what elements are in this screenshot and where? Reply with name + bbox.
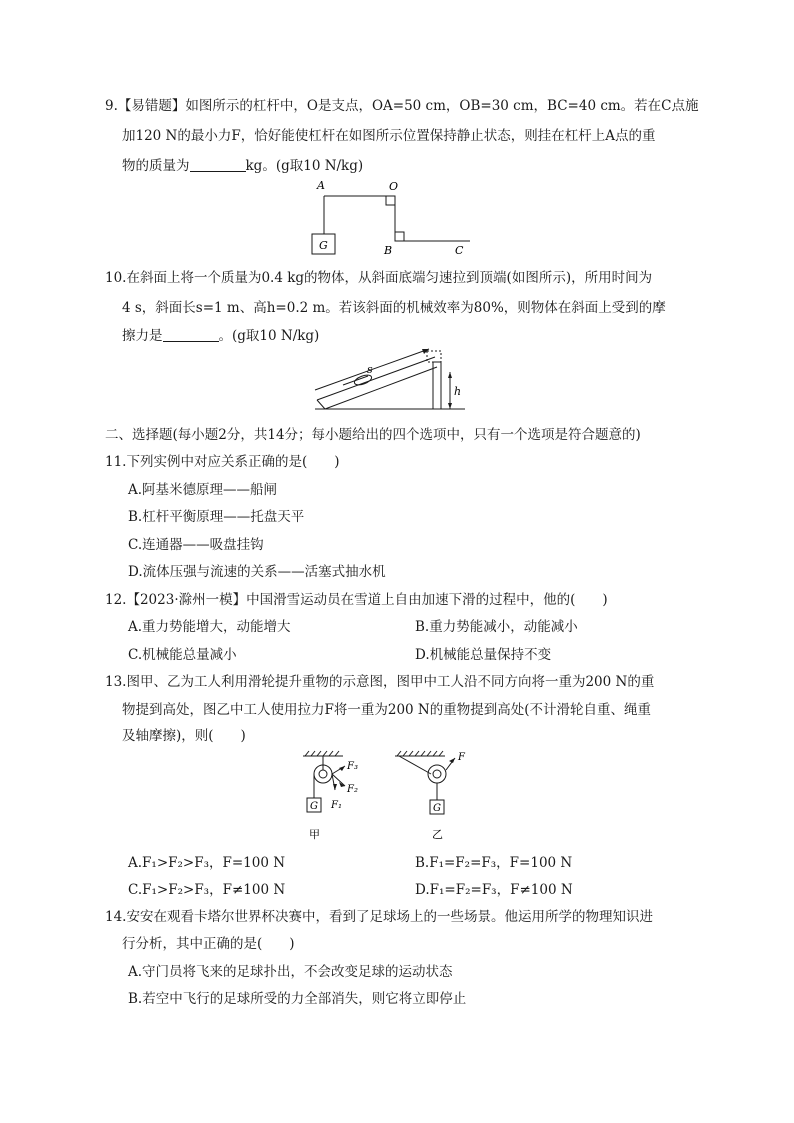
q10-line-3	[122, 326, 319, 346]
label-F3: F₃	[347, 761, 358, 772]
section-2-heading: 二、选择题(每小题2分，共14分；每小题给出的四个选项中，只有一个选项是符合题意的)	[105, 427, 641, 443]
lever-figure	[300, 176, 480, 258]
label-G: G	[319, 239, 328, 252]
q10-line-1: 10.在斜面上将一个质量为0.4 kg的物体，从斜面底端匀速拉到顶端(如图所示)，所用时间为	[105, 270, 653, 286]
q9-line-1: 9.【易错题】如图所示的杠杆中，O是支点，OA=50 cm，OB=30 cm，BC=40 cm。若在C点施	[105, 98, 699, 114]
q12-stem: 12.【2023·滁州一模】中国滑雪运动员在雪道上自由加速下滑的过程中，他的( )	[105, 592, 608, 608]
q12-option-c[interactable]: C.机械能总量减小	[128, 647, 237, 663]
q9-line-3	[122, 156, 363, 176]
q14-line-2: 行分析，其中正确的是( )	[122, 936, 295, 952]
q10-line-3b: 。(g取10 N/kg)	[218, 328, 320, 344]
label-h: h	[454, 385, 462, 398]
label-C: C	[455, 244, 464, 257]
q14-line-1: 14.安安在观看卡塔尔世界杯决赛中，看到了足球场上的一些场景。他运用所学的物理知识进	[105, 909, 653, 925]
incline-figure	[305, 345, 475, 417]
q14-option-b[interactable]: B.若空中飞行的足球所受的力全部消失，则它将立即停止	[128, 991, 467, 1007]
q13-option-d[interactable]: D.F₁=F₂=F₃，F≠100 N	[415, 882, 573, 898]
pulley-figure	[295, 748, 495, 846]
q10-answer-blank[interactable]	[163, 327, 219, 342]
q11-option-d[interactable]: D.流体压强与流速的关系——活塞式抽水机	[128, 564, 386, 580]
q11-option-a[interactable]: A.阿基米德原理——船闸	[128, 482, 278, 498]
label-A: A	[317, 179, 325, 192]
label-jia: 甲	[309, 828, 320, 841]
jia-label-G: G	[310, 801, 318, 812]
yi-label-G: G	[433, 803, 441, 814]
q11-option-b[interactable]: B.杠杆平衡原理——托盘天平	[128, 509, 305, 525]
q9-answer-blank[interactable]	[190, 157, 246, 172]
q9-line-2: 加120 N的最小力F，恰好能使杠杆在如图所示位置保持静止状态，则挂在杠杆上A点的重	[122, 128, 656, 144]
q10-line-3a: 擦力是	[122, 328, 163, 344]
q12-option-d[interactable]: D.机械能总量保持不变	[415, 647, 552, 663]
label-F1: F₁	[331, 800, 342, 811]
label-O: O	[389, 180, 399, 193]
q12-option-a[interactable]: A.重力势能增大，动能增大	[128, 619, 291, 635]
q13-line-3: 及轴摩擦)，则( )	[122, 728, 246, 744]
label-s: s	[367, 363, 373, 376]
q10-line-2: 4 s，斜面长s=1 m、高h=0.2 m。若该斜面的机械效率为80%，则物体在斜面上受到的摩	[122, 300, 666, 316]
q11-stem: 11.下列实例中对应关系正确的是( )	[105, 454, 340, 470]
q12-option-b[interactable]: B.重力势能减小，动能减小	[415, 619, 578, 635]
q13-line-1: 13.图甲、乙为工人利用滑轮提升重物的示意图，图甲中工人沿不同方向将一重为200 N的重	[105, 674, 655, 690]
q13-option-c[interactable]: C.F₁>F₂>F₃，F≠100 N	[128, 882, 286, 898]
label-B: B	[384, 244, 393, 257]
label-F2: F₂	[347, 784, 358, 795]
q9-line-3b: kg。(g取10 N/kg)	[245, 158, 364, 174]
label-F: F	[458, 752, 465, 763]
q13-option-b[interactable]: B.F₁=F₂=F₃，F=100 N	[415, 855, 573, 871]
q13-option-a[interactable]: A.F₁>F₂>F₃，F=100 N	[128, 855, 286, 871]
q14-option-a[interactable]: A.守门员将飞来的足球扑出，不会改变足球的运动状态	[128, 964, 453, 980]
q11-option-c[interactable]: C.连通器——吸盘挂钩	[128, 537, 264, 553]
label-yi: 乙	[432, 828, 443, 841]
q13-line-2: 物提到高处，图乙中工人使用拉力F将一重为200 N的重物提到高处(不计滑轮自重、绳重	[122, 702, 652, 718]
q9-line-3a: 物的质量为	[122, 158, 190, 174]
